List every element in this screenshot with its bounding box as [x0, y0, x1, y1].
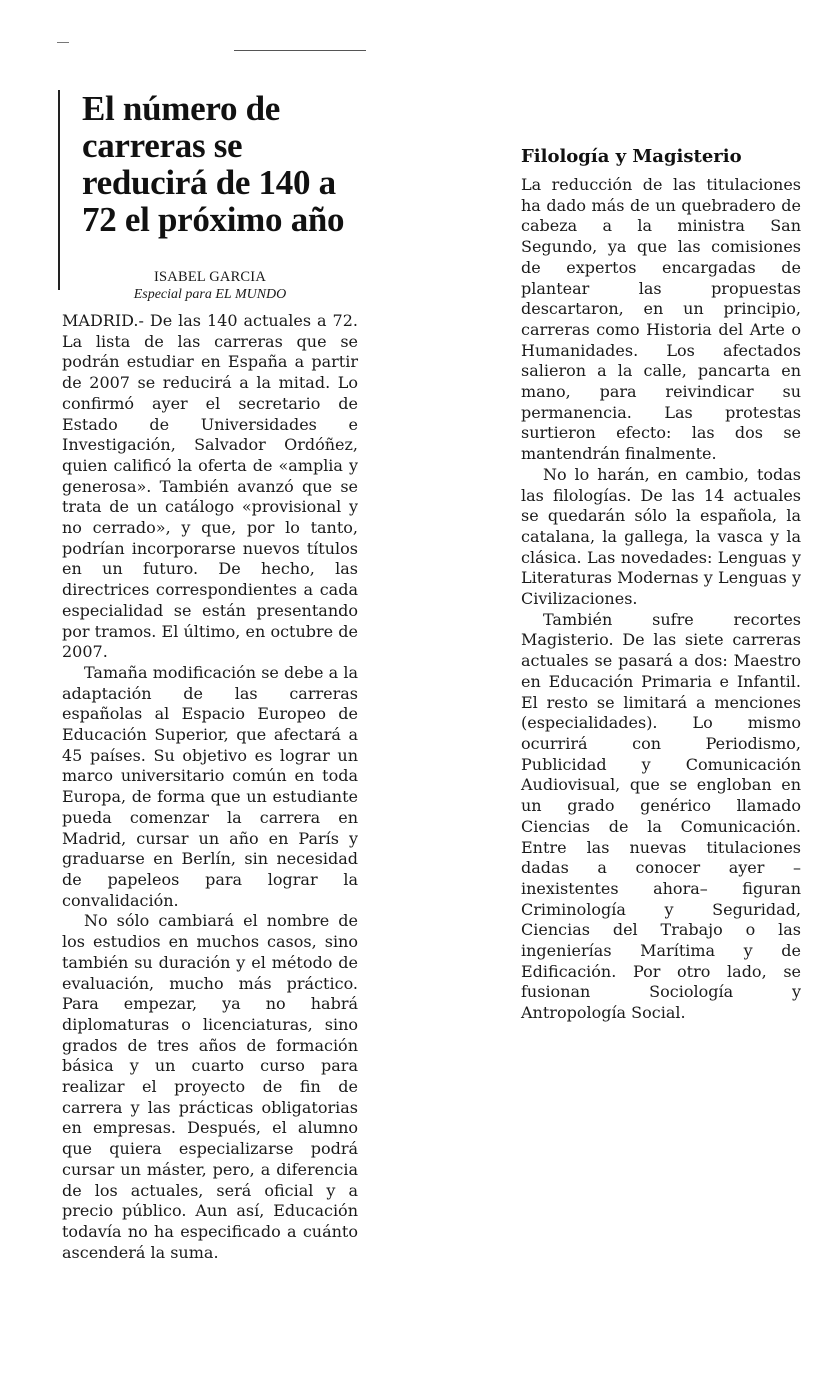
byline-source: Especial para EL MUNDO — [133, 287, 287, 302]
top-rule — [234, 50, 366, 51]
top-left-rule — [57, 42, 69, 43]
body-paragraph: La reducción de las titulaciones ha dado más de un quebradero de cabeza a la ministra San Segundo, ya que las comisiones de expertos encargadas de plantear las propuestas descartaron, en un principio, carreras como Historia del Arte o Humanidades. Los afectados salieron a la calle, pancarta en mano, para reivindicar su permanencia. Las protestas surtieron efecto: las dos se mantendrán finalmente. — [521, 175, 801, 464]
body-paragraph: Tamaña modificación se debe a la adaptación de las carreras españolas al Espacio Europeo de Educación Superior, que afectará a 45 países. Su objetivo es lograr un marco universitario común en toda Europa, de forma que un estudiante pueda comenzar la carrera en Madrid, cursar un año en París y graduarse en Berlín, sin necesidad de papeleos para lograr la convalidación. — [62, 662, 358, 910]
body-paragraph: No lo harán, en cambio, todas las filologías. De las 14 actuales se quedarán sólo la española, la catalana, la gallega, la vasca y la clásica. Las novedades: Lenguas y Literaturas Modernas y Lenguas y Civilizaciones. — [521, 464, 801, 609]
body-paragraph: No sólo cambiará el nombre de los estudios en muchos casos, sino también su duración y el método de evaluación, mucho más práctico. Para empezar, ya no habrá diplomaturas o licenciaturas, sino grados de tres años de formación básica y un cuarto curso para realizar el proyecto de fin de carrera y las prácticas obligatorias en empresas. Después, el alumno que quiera especializarse podrá cursar un máster, pero, a diferencia de los actuales, será oficial y a precio público. Aun así, Educación todavía no ha especificado a cuánto ascenderá la suma. — [62, 911, 358, 1262]
body-paragraph: MADRID.- De las 140 actuales a 72. La lista de las carreras que se podrán estudiar en España a partir de 2007 se reducirá a la mitad. Lo confirmó ayer el secretario de Estado de Universidades e Investigación, Salvador Ordóñez, quien calificó la oferta de «amplia y generosa». También avanzó que se trata de un catálogo «provisional y no cerrado», y que, por lo tanto, podrían incorporarse nuevos títulos en un futuro. De hecho, las directrices correspondientes a cada especialidad se están presentando por tramos. El último, en octubre de 2007. — [62, 311, 358, 662]
byline-author: ISABEL GARCIA — [153, 269, 267, 285]
subhead: Filología y Magisterio — [521, 146, 742, 167]
headline-side-bar — [58, 90, 60, 290]
left-column — [62, 311, 358, 1263]
byline — [60, 268, 360, 303]
right-column — [521, 175, 801, 1024]
headline: El número de carreras se reducirá de 140 a 72 el próximo año — [82, 89, 345, 239]
body-paragraph: También sufre recortes Magisterio. De las siete carreras actuales se pasará a dos: Maestro en Educación Primaria e Infantil. El resto se limitará a menciones (especialidades). Lo mismo ocurrirá con Periodismo, Publicidad y Comunicación Audiovisual, que se engloban en un grado genérico llamado Ciencias de la Comunicación. Entre las nuevas titulaciones dadas a conocer ayer –inexistentes ahora– figuran Criminología y Seguridad, Ciencias del Trabajo o las ingenierías Marítima y de Edificación. Por otro lado, se fusionan Sociología y Antropología Social. — [521, 609, 801, 1023]
